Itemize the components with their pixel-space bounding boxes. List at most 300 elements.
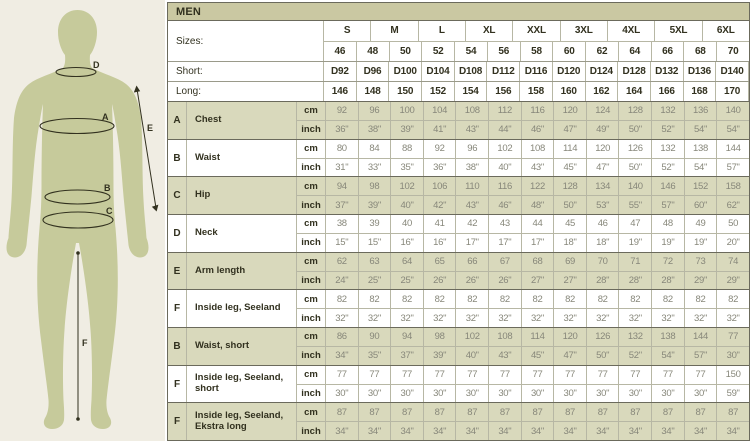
row-letter: F (168, 366, 187, 403)
value-cell: 30" (619, 385, 652, 403)
value-cell: 41" (424, 121, 457, 139)
value-cell: 77 (456, 366, 489, 384)
row-label: Hip (187, 177, 297, 214)
sizes-cells (324, 21, 749, 61)
value-cell: 94 (391, 328, 424, 346)
cm-subrow (297, 290, 749, 309)
table-title: MEN (168, 3, 749, 21)
long-value-cell: 148 (357, 82, 390, 101)
row-label: Inside leg, Seeland, Ekstra long (187, 403, 297, 440)
value-cell: 30" (424, 385, 457, 403)
value-cell: 17" (522, 234, 555, 252)
value-cell: 77 (522, 366, 555, 384)
value-cell: 96 (456, 140, 489, 158)
measurement-row (168, 177, 749, 215)
value-cell: 57" (652, 196, 685, 214)
long-value-cell: 160 (553, 82, 586, 101)
value-cell: 77 (424, 366, 457, 384)
short-value-cell: D112 (487, 62, 520, 81)
value-cell: 26" (489, 272, 522, 290)
figure-label-b: B (104, 183, 111, 193)
value-cell: 39" (391, 121, 424, 139)
value-cell: 16" (424, 234, 457, 252)
measurement-row (168, 215, 749, 253)
value-cell: 62 (326, 253, 359, 271)
value-cell: 36" (424, 159, 457, 177)
value-cell: 32" (685, 309, 718, 327)
figure-label-a: A (102, 112, 109, 122)
value-cell: 32" (326, 309, 359, 327)
value-cell: 128 (554, 177, 587, 195)
value-cell: 66 (456, 253, 489, 271)
value-cell: 77 (489, 366, 522, 384)
value-cell: 15" (326, 234, 359, 252)
size-number-cell: 60 (553, 42, 586, 62)
inch-subrow (297, 272, 749, 290)
value-cell: 27" (554, 272, 587, 290)
value-cell: 102 (391, 177, 424, 195)
inch-subrow (297, 159, 749, 177)
value-cell: 24" (326, 272, 359, 290)
value-cell: 87 (489, 403, 522, 421)
value-cell: 120 (554, 328, 587, 346)
short-value-cell: D116 (520, 62, 553, 81)
row-label: Waist (187, 140, 297, 177)
unit-label: cm (297, 177, 326, 195)
value-cell: 28" (652, 272, 685, 290)
value-cell: 54" (685, 121, 718, 139)
short-value-cell: D132 (651, 62, 684, 81)
value-cell: 138 (685, 140, 718, 158)
value-cell: 73 (685, 253, 718, 271)
value-cell: 114 (554, 140, 587, 158)
row-values (297, 253, 749, 290)
arm-line-arrow-bottom (152, 205, 159, 212)
long-value-cell: 168 (684, 82, 717, 101)
value-cell: 87 (326, 403, 359, 421)
size-number-cell: 64 (619, 42, 652, 62)
value-cell: 77 (359, 366, 392, 384)
figure-label-f: F (82, 338, 88, 348)
value-cell: 87 (522, 403, 555, 421)
inch-subrow (297, 234, 749, 252)
measurement-row (168, 102, 749, 140)
value-cell: 77 (619, 366, 652, 384)
value-cell: 82 (554, 290, 587, 308)
value-cell: 32" (554, 309, 587, 327)
value-cell: 41 (424, 215, 457, 233)
value-cell: 59" (726, 387, 740, 399)
value-cell: 50" (554, 196, 587, 214)
short-value-cell: D120 (553, 62, 586, 81)
value-cell: 100 (391, 102, 424, 120)
inch-subrow (297, 121, 749, 139)
value-cell: 122 (522, 177, 555, 195)
value-cell: 40" (489, 159, 522, 177)
value-cell: 32" (522, 309, 555, 327)
size-name-cell: M (371, 21, 418, 41)
row-letter: A (168, 102, 187, 139)
value-cell: 110 (456, 177, 489, 195)
value-cell: 34" (726, 425, 740, 437)
value-cell: 50" (619, 159, 652, 177)
value-cell: 43" (456, 196, 489, 214)
value-cell: 55" (619, 196, 652, 214)
unit-label: inch (297, 234, 326, 252)
leg-line-dot-bottom (76, 417, 80, 421)
value-cell: 104 (424, 102, 457, 120)
row-letter: B (168, 328, 187, 365)
unit-label: cm (297, 403, 326, 421)
row-values (297, 140, 749, 177)
row-values (297, 403, 749, 440)
value-cell: 50 (728, 218, 739, 230)
inch-subrow (297, 196, 749, 214)
value-cell: 92 (326, 102, 359, 120)
value-cell: 120 (587, 140, 620, 158)
value-cell: 46" (522, 121, 555, 139)
value-cell: 34" (685, 422, 718, 440)
row-label: Neck (187, 215, 297, 252)
value-cell: 82 (391, 290, 424, 308)
row-label: Chest (187, 102, 297, 139)
value-cell: 19" (685, 234, 718, 252)
value-cell: 18" (587, 234, 620, 252)
value-cell: 49 (685, 215, 718, 233)
value-cell: 32" (587, 309, 620, 327)
inch-subrow (297, 347, 749, 365)
value-cell: 57" (726, 161, 740, 173)
value-cell: 45" (522, 347, 555, 365)
value-cell: 30" (326, 385, 359, 403)
row-letter: B (168, 140, 187, 177)
value-cell: 34" (489, 422, 522, 440)
value-cell: 39" (424, 347, 457, 365)
value-cell: 52" (652, 159, 685, 177)
value-cell: 25" (391, 272, 424, 290)
size-numbers-row (324, 42, 749, 62)
cm-subrow (297, 403, 749, 422)
value-cell: 65 (424, 253, 457, 271)
value-cell: 44" (489, 121, 522, 139)
leg-line-dot-top (76, 251, 80, 255)
row-label: Inside leg, Seeland, short (187, 366, 297, 403)
long-value-cell: 170 (716, 82, 749, 101)
value-cell: 92 (424, 140, 457, 158)
value-cell: 34" (391, 422, 424, 440)
value-cell: 82 (685, 290, 718, 308)
value-cell: 32" (391, 309, 424, 327)
value-cell: 82 (359, 290, 392, 308)
unit-label: cm (297, 366, 326, 384)
value-cell: 54" (652, 347, 685, 365)
long-value-cell: 156 (487, 82, 520, 101)
value-cell: 102 (489, 140, 522, 158)
value-cell: 68 (522, 253, 555, 271)
value-cell: 47" (554, 347, 587, 365)
value-cell: 34" (554, 422, 587, 440)
value-cell: 64 (391, 253, 424, 271)
value-cell: 30" (522, 385, 555, 403)
value-cell: 29" (726, 274, 740, 286)
value-cell: 47 (619, 215, 652, 233)
value-cell: 46" (489, 196, 522, 214)
value-cell: 94 (326, 177, 359, 195)
value-cell: 34" (424, 422, 457, 440)
value-cell: 87 (652, 403, 685, 421)
value-cell: 17" (489, 234, 522, 252)
unit-label: inch (297, 385, 326, 403)
short-value-cell: D108 (455, 62, 488, 81)
cm-subrow (297, 215, 749, 234)
value-cell: 44 (522, 215, 555, 233)
value-cell: 30" (391, 385, 424, 403)
measurement-row (168, 366, 749, 404)
row-label: Waist, short (187, 328, 297, 365)
value-cell: 30" (685, 385, 718, 403)
measurement-row (168, 140, 749, 178)
value-cell: 72 (652, 253, 685, 271)
size-number-cell: 62 (586, 42, 619, 62)
cm-subrow (297, 253, 749, 272)
short-value-cell: D128 (618, 62, 651, 81)
value-cell: 48 (652, 215, 685, 233)
short-value-cell: D100 (389, 62, 422, 81)
size-name-cell: 4XL (608, 21, 655, 41)
size-name-cell: XL (466, 21, 513, 41)
value-cell: 32" (726, 312, 740, 324)
value-cell: 114 (522, 328, 555, 346)
row-letter: C (168, 177, 187, 214)
row-values (297, 366, 749, 403)
unit-label: inch (297, 272, 326, 290)
long-value-cell: 152 (422, 82, 455, 101)
size-name-cell: 3XL (561, 21, 608, 41)
arm-line-arrow-top (134, 86, 140, 93)
value-cell: 32" (359, 309, 392, 327)
value-cell: 82 (587, 290, 620, 308)
short-value-cell: D124 (586, 62, 619, 81)
row-values (297, 215, 749, 252)
figure-label-e: E (147, 123, 154, 133)
unit-label: inch (297, 159, 326, 177)
value-cell: 132 (652, 140, 685, 158)
value-cell: 30" (359, 385, 392, 403)
value-cell: 87 (619, 403, 652, 421)
value-cell: 40" (456, 347, 489, 365)
row-values (297, 290, 749, 327)
value-cell: 35" (359, 347, 392, 365)
cm-subrow (297, 366, 749, 385)
value-cell: 87 (554, 403, 587, 421)
short-label: Short: (168, 62, 324, 81)
value-cell: 32" (456, 309, 489, 327)
value-cell: 27" (522, 272, 555, 290)
unit-label: cm (297, 290, 326, 308)
value-cell: 132 (652, 102, 685, 120)
value-cell: 69 (554, 253, 587, 271)
value-cell: 34" (652, 422, 685, 440)
value-cell: 144 (725, 143, 741, 155)
short-value-cell: D140 (716, 62, 749, 81)
value-cell: 30" (652, 385, 685, 403)
value-cell: 108 (489, 328, 522, 346)
value-cell: 32" (424, 309, 457, 327)
unit-label: cm (297, 102, 326, 120)
value-cell: 43" (522, 159, 555, 177)
value-cell: 26" (456, 272, 489, 290)
unit-label: cm (297, 215, 326, 233)
value-cell: 34" (456, 422, 489, 440)
unit-label: inch (297, 121, 326, 139)
size-number-cell: 56 (488, 42, 521, 62)
value-cell: 77 (554, 366, 587, 384)
value-cell: 77 (391, 366, 424, 384)
size-number-cell: 54 (455, 42, 488, 62)
value-cell: 87 (424, 403, 457, 421)
value-cell: 42" (424, 196, 457, 214)
value-cell: 45" (554, 159, 587, 177)
body-silhouette (6, 10, 148, 429)
long-value-cell: 166 (651, 82, 684, 101)
measurement-row (168, 290, 749, 328)
cm-subrow (297, 102, 749, 121)
size-number-cell: 68 (684, 42, 717, 62)
measurement-row (168, 253, 749, 291)
value-cell: 33" (359, 159, 392, 177)
row-values (297, 177, 749, 214)
value-cell: 80 (326, 140, 359, 158)
value-cell: 108 (456, 102, 489, 120)
size-name-cell: L (419, 21, 466, 41)
value-cell: 86 (326, 328, 359, 346)
value-cell: 140 (725, 105, 741, 117)
value-cell: 32" (489, 309, 522, 327)
unit-label: inch (297, 347, 326, 365)
row-letter: F (168, 290, 187, 327)
value-cell: 19" (652, 234, 685, 252)
size-number-cell: 48 (357, 42, 390, 62)
value-cell: 87 (391, 403, 424, 421)
short-value-cell: D92 (324, 62, 357, 81)
value-cell: 77 (728, 331, 739, 343)
value-cell: 87 (359, 403, 392, 421)
value-cell: 106 (424, 177, 457, 195)
value-cell: 38 (326, 215, 359, 233)
value-cell: 82 (652, 290, 685, 308)
short-value-cell: D136 (684, 62, 717, 81)
cm-subrow (297, 328, 749, 347)
value-cell: 128 (619, 102, 652, 120)
size-number-cell: 58 (521, 42, 554, 62)
value-cell: 39" (359, 196, 392, 214)
measurement-rows (168, 102, 749, 440)
value-cell: 29" (685, 272, 718, 290)
value-cell: 52" (619, 347, 652, 365)
inch-subrow (297, 385, 749, 403)
measurement-row (168, 403, 749, 440)
long-value-cell: 150 (389, 82, 422, 101)
long-values (324, 82, 749, 101)
cm-subrow (297, 177, 749, 196)
value-cell: 116 (522, 102, 555, 120)
value-cell: 50" (619, 121, 652, 139)
measurement-row (168, 328, 749, 366)
row-letter: E (168, 253, 187, 290)
size-table-panel (165, 0, 750, 441)
value-cell: 47" (587, 159, 620, 177)
long-value-cell: 162 (586, 82, 619, 101)
value-cell: 38" (359, 121, 392, 139)
value-cell: 116 (489, 177, 522, 195)
value-cell: 34" (619, 422, 652, 440)
size-names-row (324, 21, 749, 42)
value-cell: 54" (685, 159, 718, 177)
long-value-cell: 146 (324, 82, 357, 101)
value-cell: 26" (424, 272, 457, 290)
value-cell: 77 (652, 366, 685, 384)
value-cell: 43 (489, 215, 522, 233)
value-cell: 52" (652, 121, 685, 139)
value-cell: 98 (359, 177, 392, 195)
value-cell: 47" (554, 121, 587, 139)
size-table (167, 2, 750, 441)
value-cell: 43" (456, 121, 489, 139)
size-name-cell: 5XL (655, 21, 702, 41)
short-value-cell: D104 (422, 62, 455, 81)
row-values (297, 102, 749, 139)
value-cell: 82 (424, 290, 457, 308)
size-number-cell: 66 (652, 42, 685, 62)
size-name-cell: XXL (513, 21, 560, 41)
value-cell: 87 (456, 403, 489, 421)
unit-label: inch (297, 196, 326, 214)
value-cell: 30" (726, 350, 740, 362)
value-cell: 102 (456, 328, 489, 346)
unit-label: cm (297, 140, 326, 158)
value-cell: 50" (587, 347, 620, 365)
long-value-cell: 154 (455, 82, 488, 101)
value-cell: 28" (587, 272, 620, 290)
value-cell: 146 (652, 177, 685, 195)
value-cell: 77 (587, 366, 620, 384)
value-cell: 82 (326, 290, 359, 308)
value-cell: 87 (587, 403, 620, 421)
value-cell: 34" (522, 422, 555, 440)
value-cell: 57" (685, 347, 718, 365)
value-cell: 90 (359, 328, 392, 346)
value-cell: 82 (619, 290, 652, 308)
row-values (297, 328, 749, 365)
size-name-cell: 6XL (716, 25, 735, 37)
value-cell: 60" (685, 196, 718, 214)
value-cell: 96 (359, 102, 392, 120)
value-cell: 88 (391, 140, 424, 158)
value-cell: 150 (725, 369, 741, 381)
value-cell: 49" (587, 121, 620, 139)
figure-panel (0, 0, 165, 441)
unit-label: inch (297, 422, 326, 440)
value-cell: 77 (326, 366, 359, 384)
value-cell: 112 (489, 102, 522, 120)
row-label: Inside leg, Seeland (187, 290, 297, 327)
figure-label-d: D (93, 60, 100, 70)
inch-subrow (297, 422, 749, 440)
value-cell: 31" (326, 159, 359, 177)
value-cell: 82 (522, 290, 555, 308)
value-cell: 71 (619, 253, 652, 271)
unit-label: cm (297, 328, 326, 346)
